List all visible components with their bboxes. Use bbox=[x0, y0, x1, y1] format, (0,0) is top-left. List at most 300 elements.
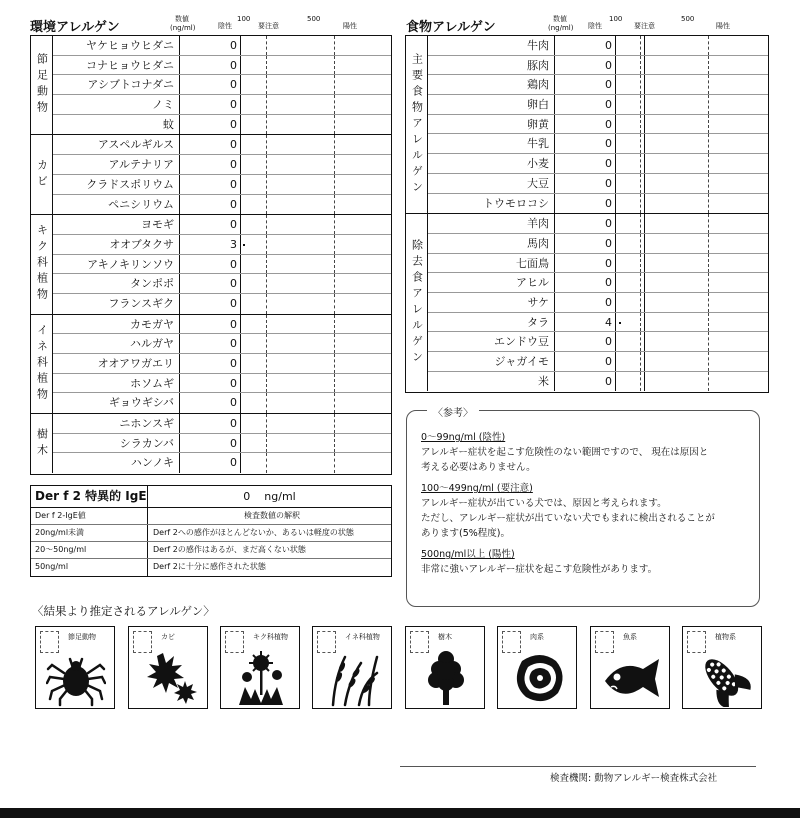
level-bar bbox=[241, 354, 391, 373]
threshold-line bbox=[644, 332, 645, 351]
threshold-line bbox=[640, 115, 641, 134]
threshold-line bbox=[266, 414, 267, 433]
allergen-row bbox=[428, 332, 768, 352]
allergen-value: 0 bbox=[555, 372, 616, 392]
env-hdr-100: 100 bbox=[237, 15, 251, 23]
allergen-row bbox=[428, 352, 768, 372]
allergen-value: 0 bbox=[180, 36, 241, 55]
allergen-row bbox=[428, 154, 768, 174]
allergen-name: ギョウギシバ bbox=[53, 393, 180, 413]
allergen-group bbox=[31, 135, 391, 215]
allergen-value: 0 bbox=[555, 332, 616, 351]
threshold-line bbox=[334, 235, 335, 254]
threshold-line bbox=[644, 115, 645, 134]
fish-icon bbox=[601, 647, 661, 707]
allergen-value: 0 bbox=[180, 393, 241, 413]
threshold-line bbox=[644, 214, 645, 233]
level-bar bbox=[616, 36, 768, 55]
threshold-line bbox=[708, 36, 709, 55]
reference-line: 非常に強いアレルギー症状を起こす危険性があります。 bbox=[421, 564, 658, 575]
allergen-value: 0 bbox=[555, 352, 616, 371]
threshold-line bbox=[644, 372, 645, 392]
allergen-value: 0 bbox=[555, 214, 616, 233]
allergen-row bbox=[53, 354, 391, 374]
allergen-name: ヨモギ bbox=[53, 215, 180, 234]
allergen-value: 0 bbox=[180, 215, 241, 234]
level-bar bbox=[241, 75, 391, 94]
estimate-card-meat bbox=[497, 626, 577, 709]
allergen-group bbox=[31, 215, 391, 314]
level-bar bbox=[616, 332, 768, 351]
allergen-name: オオアワガエリ bbox=[53, 354, 180, 373]
env-hdr-caution: 要注意 bbox=[258, 22, 279, 30]
allergen-name: アスペルギルス bbox=[53, 135, 180, 154]
allergen-value: 0 bbox=[555, 174, 616, 193]
threshold-line bbox=[644, 234, 645, 253]
threshold-line bbox=[640, 352, 641, 371]
threshold-line bbox=[334, 195, 335, 215]
allergen-name: 羊肉 bbox=[428, 214, 555, 233]
threshold-line bbox=[334, 155, 335, 174]
threshold-line bbox=[334, 414, 335, 433]
allergen-name: 馬肉 bbox=[428, 234, 555, 253]
reference-title: 〈参考〉 bbox=[427, 404, 479, 419]
threshold-line bbox=[644, 134, 645, 153]
group-category bbox=[31, 315, 53, 413]
allergen-row bbox=[53, 56, 391, 76]
allergen-value: 0 bbox=[180, 453, 241, 473]
estimate-card-fish bbox=[590, 626, 670, 709]
threshold-line bbox=[708, 332, 709, 351]
allergen-group bbox=[31, 36, 391, 135]
allergen-row bbox=[428, 134, 768, 154]
estimate-label: 肉系 bbox=[530, 633, 544, 641]
allergen-name: ヤケヒョウヒダニ bbox=[53, 36, 180, 55]
allergen-name: 鶏肉 bbox=[428, 75, 555, 94]
category-label: キク科植物 bbox=[35, 224, 49, 305]
threshold-line bbox=[708, 293, 709, 312]
category-label: 主要食物アレルゲン bbox=[410, 52, 424, 197]
level-bar bbox=[616, 234, 768, 253]
threshold-line bbox=[640, 332, 641, 351]
level-bar bbox=[241, 235, 391, 254]
threshold-line bbox=[266, 274, 267, 293]
allergen-row bbox=[53, 414, 391, 434]
allergen-name: フランスギク bbox=[53, 294, 180, 314]
threshold-line bbox=[708, 174, 709, 193]
level-bar bbox=[241, 453, 391, 473]
allergen-value: 0 bbox=[180, 414, 241, 433]
group-category bbox=[31, 135, 53, 214]
level-bar bbox=[616, 293, 768, 312]
derf2-desc: Derf 2の感作はあるが、まだ高くない状態 bbox=[153, 545, 306, 554]
allergen-group bbox=[406, 214, 768, 391]
threshold-line bbox=[708, 254, 709, 273]
allergen-value: 0 bbox=[555, 293, 616, 312]
allergen-name: ニホンスギ bbox=[53, 414, 180, 433]
threshold-line bbox=[334, 56, 335, 75]
level-bar bbox=[241, 294, 391, 314]
level-bar bbox=[241, 315, 391, 334]
env-hdr-value: 数値 bbox=[175, 15, 189, 23]
derf2-range: 50ng/ml bbox=[31, 559, 148, 576]
grass-icon bbox=[323, 647, 383, 707]
threshold-line bbox=[640, 293, 641, 312]
threshold-line bbox=[644, 75, 645, 94]
level-bar bbox=[616, 75, 768, 94]
derf2-col-header-row bbox=[31, 508, 391, 525]
reference-section bbox=[421, 548, 749, 577]
threshold-line bbox=[334, 334, 335, 353]
allergen-value: 4 bbox=[555, 313, 616, 332]
allergen-value: 0 bbox=[180, 274, 241, 293]
level-bar bbox=[616, 95, 768, 114]
allergen-name: 蚊 bbox=[53, 115, 180, 135]
threshold-line bbox=[644, 154, 645, 173]
threshold-line bbox=[708, 115, 709, 134]
allergen-name: タンポポ bbox=[53, 274, 180, 293]
allergen-value: 0 bbox=[555, 154, 616, 173]
level-bar bbox=[241, 274, 391, 293]
level-bar bbox=[616, 372, 768, 392]
allergen-value: 0 bbox=[555, 56, 616, 75]
level-bar bbox=[241, 334, 391, 353]
derf2-desc: Derf 2に十分に感作された状態 bbox=[153, 562, 266, 571]
derf2-col2-header: 検査数値の解釈 bbox=[244, 511, 300, 520]
allergen-value: 0 bbox=[555, 95, 616, 114]
threshold-line bbox=[640, 56, 641, 75]
allergen-value: 0 bbox=[180, 334, 241, 353]
threshold-line bbox=[266, 434, 267, 453]
derf2-row bbox=[31, 525, 391, 542]
threshold-line bbox=[708, 95, 709, 114]
threshold-line bbox=[266, 354, 267, 373]
allergen-name: シラカンバ bbox=[53, 434, 180, 453]
threshold-line bbox=[708, 352, 709, 371]
food-hdr-negative: 陰性 bbox=[588, 22, 602, 30]
bottom-bar bbox=[0, 808, 800, 818]
threshold-line bbox=[266, 95, 267, 114]
allergen-name: クラドスポリウム bbox=[53, 175, 180, 194]
reference-line: ただし、アレルギー症状が出ていない犬でもまれに検出されることが bbox=[421, 513, 715, 524]
dandelion-icon bbox=[231, 647, 291, 707]
level-bar bbox=[616, 154, 768, 173]
threshold-line bbox=[334, 453, 335, 473]
allergen-row bbox=[428, 254, 768, 274]
allergen-row bbox=[53, 195, 391, 215]
allergen-row bbox=[428, 36, 768, 56]
group-category bbox=[406, 36, 428, 213]
level-bar bbox=[616, 352, 768, 371]
allergen-name: オオブタクサ bbox=[53, 235, 180, 254]
threshold-line bbox=[708, 75, 709, 94]
threshold-line bbox=[266, 315, 267, 334]
allergen-name: サケ bbox=[428, 293, 555, 312]
allergen-value: 0 bbox=[180, 135, 241, 154]
env-hdr-negative: 陰性 bbox=[218, 22, 232, 30]
allergen-name: エンドウ豆 bbox=[428, 332, 555, 351]
food-hdr-positive: 陽性 bbox=[716, 22, 730, 30]
level-bar bbox=[241, 95, 391, 114]
allergen-row bbox=[428, 95, 768, 115]
derf2-table bbox=[30, 485, 392, 577]
food-hdr-100: 100 bbox=[609, 15, 623, 23]
allergen-row bbox=[53, 235, 391, 255]
allergen-row bbox=[53, 393, 391, 413]
allergen-row bbox=[53, 334, 391, 354]
tree-icon bbox=[416, 647, 476, 707]
level-bar bbox=[241, 414, 391, 433]
food-hdr-500: 500 bbox=[681, 15, 695, 23]
allergen-row bbox=[53, 95, 391, 115]
allergen-name: 七面鳥 bbox=[428, 254, 555, 273]
threshold-line bbox=[266, 115, 267, 135]
level-bar bbox=[241, 374, 391, 393]
category-label: カビ bbox=[35, 158, 49, 191]
allergen-row bbox=[428, 234, 768, 254]
threshold-line bbox=[640, 214, 641, 233]
mold-icon bbox=[139, 647, 199, 707]
threshold-line bbox=[708, 134, 709, 153]
threshold-line bbox=[334, 95, 335, 114]
allergen-row bbox=[53, 36, 391, 56]
allergen-name: 卵黄 bbox=[428, 115, 555, 134]
threshold-line bbox=[266, 453, 267, 473]
threshold-line bbox=[708, 194, 709, 214]
allergen-value: 0 bbox=[555, 75, 616, 94]
threshold-line bbox=[640, 154, 641, 173]
category-label: 節足動物 bbox=[35, 53, 49, 118]
allergen-name: 牛肉 bbox=[428, 36, 555, 55]
threshold-line bbox=[640, 254, 641, 273]
derf2-row bbox=[31, 559, 391, 576]
estimate-label: イネ科植物 bbox=[345, 633, 380, 641]
allergen-value: 0 bbox=[180, 255, 241, 274]
allergen-name: アシブトコナダニ bbox=[53, 75, 180, 94]
allergen-value: 0 bbox=[180, 75, 241, 94]
threshold-line bbox=[708, 372, 709, 392]
derf2-desc: Derf 2への感作がほとんどないか、あるいは軽度の状態 bbox=[153, 528, 354, 537]
allergen-value: 0 bbox=[180, 175, 241, 194]
allergen-value: 3 bbox=[180, 235, 241, 254]
level-bar bbox=[616, 313, 768, 332]
level-bar bbox=[241, 215, 391, 234]
level-bar bbox=[616, 273, 768, 292]
allergen-value: 0 bbox=[180, 56, 241, 75]
threshold-line bbox=[334, 434, 335, 453]
allergen-row bbox=[428, 214, 768, 234]
threshold-line bbox=[644, 313, 645, 332]
threshold-line bbox=[644, 56, 645, 75]
threshold-line bbox=[266, 374, 267, 393]
level-bar bbox=[241, 36, 391, 55]
derf2-value: 0 bbox=[243, 490, 251, 503]
threshold-line bbox=[644, 174, 645, 193]
threshold-line bbox=[708, 154, 709, 173]
reference-line: 考える必要はありません。 bbox=[421, 462, 536, 473]
allergen-name: ホソムギ bbox=[53, 374, 180, 393]
level-bar bbox=[241, 56, 391, 75]
corn-icon bbox=[693, 647, 753, 707]
level-mark bbox=[243, 244, 245, 246]
threshold-line bbox=[640, 134, 641, 153]
category-label: イネ科植物 bbox=[35, 323, 49, 404]
allergen-row bbox=[53, 453, 391, 473]
allergen-name: 豚肉 bbox=[428, 56, 555, 75]
threshold-line bbox=[708, 234, 709, 253]
estimate-label: 植物系 bbox=[715, 633, 736, 641]
threshold-line bbox=[266, 36, 267, 55]
allergen-row bbox=[53, 434, 391, 454]
allergen-group bbox=[406, 36, 768, 214]
threshold-line bbox=[266, 135, 267, 154]
allergen-value: 0 bbox=[180, 374, 241, 393]
threshold-line bbox=[640, 95, 641, 114]
threshold-line bbox=[644, 352, 645, 371]
derf2-range: 20ng/ml未満 bbox=[31, 525, 148, 541]
allergen-name: タラ bbox=[428, 313, 555, 332]
threshold-line bbox=[640, 234, 641, 253]
estimated-title: 〈結果より推定されるアレルゲン〉 bbox=[32, 604, 215, 618]
threshold-line bbox=[644, 293, 645, 312]
level-bar bbox=[241, 115, 391, 135]
reference-section bbox=[421, 482, 749, 541]
allergen-row bbox=[428, 115, 768, 135]
threshold-line bbox=[640, 313, 641, 332]
threshold-line bbox=[266, 393, 267, 413]
threshold-line bbox=[334, 354, 335, 373]
threshold-line bbox=[266, 175, 267, 194]
estimate-label: カビ bbox=[161, 633, 175, 641]
allergen-row bbox=[53, 215, 391, 235]
estimate-card-poaceae bbox=[312, 626, 392, 709]
threshold-line bbox=[334, 115, 335, 135]
allergen-row bbox=[428, 293, 768, 313]
env-title: 環境アレルゲン bbox=[30, 20, 120, 35]
allergen-name: アルテナリア bbox=[53, 155, 180, 174]
group-category bbox=[31, 36, 53, 134]
derf2-result bbox=[148, 486, 391, 507]
threshold-line bbox=[334, 315, 335, 334]
derf2-header bbox=[31, 486, 391, 508]
threshold-line bbox=[334, 175, 335, 194]
allergen-row bbox=[428, 174, 768, 194]
level-bar bbox=[616, 56, 768, 75]
threshold-line bbox=[644, 194, 645, 214]
food-hdr-value: 数値 bbox=[553, 15, 567, 23]
level-bar bbox=[241, 393, 391, 413]
derf2-col1-header: Der f 2-IgE値 bbox=[31, 508, 148, 524]
reference-line: アレルギー症状が出ている犬では、原因と考えられます。 bbox=[421, 498, 667, 509]
threshold-line bbox=[266, 294, 267, 314]
allergen-name: 牛乳 bbox=[428, 134, 555, 153]
level-bar bbox=[616, 214, 768, 233]
threshold-line bbox=[266, 75, 267, 94]
estimate-card-plant bbox=[682, 626, 762, 709]
level-bar bbox=[241, 255, 391, 274]
threshold-line bbox=[266, 215, 267, 234]
derf2-title: Der f 2 特異的 IgE bbox=[31, 486, 148, 507]
group-category bbox=[31, 414, 53, 473]
allergen-name: ペニシリウム bbox=[53, 195, 180, 215]
food-hdr-unit: (ng/ml) bbox=[548, 24, 574, 32]
threshold-line bbox=[640, 372, 641, 392]
allergen-name: 小麦 bbox=[428, 154, 555, 173]
allergen-value: 0 bbox=[180, 294, 241, 314]
env-hdr-500: 500 bbox=[307, 15, 321, 23]
threshold-line bbox=[640, 75, 641, 94]
threshold-line bbox=[266, 235, 267, 254]
allergen-row bbox=[53, 115, 391, 135]
threshold-line bbox=[334, 75, 335, 94]
threshold-line bbox=[334, 135, 335, 154]
threshold-line bbox=[640, 194, 641, 214]
allergen-row bbox=[53, 135, 391, 155]
allergen-name: ジャガイモ bbox=[428, 352, 555, 371]
threshold-line bbox=[266, 56, 267, 75]
allergen-value: 0 bbox=[180, 115, 241, 135]
allergen-row bbox=[428, 273, 768, 293]
category-label: 樹木 bbox=[35, 427, 49, 460]
reference-heading: 500ng/ml以上 (陽性) bbox=[421, 549, 515, 560]
group-category bbox=[31, 215, 53, 313]
allergen-row bbox=[53, 155, 391, 175]
allergen-value: 0 bbox=[180, 95, 241, 114]
allergen-value: 0 bbox=[180, 195, 241, 215]
food-hdr-caution: 要注意 bbox=[634, 22, 655, 30]
level-bar bbox=[241, 155, 391, 174]
threshold-line bbox=[708, 313, 709, 332]
allergen-value: 0 bbox=[555, 234, 616, 253]
category-label: 除去食アレルゲン bbox=[410, 238, 424, 367]
threshold-line bbox=[640, 174, 641, 193]
threshold-line bbox=[644, 95, 645, 114]
allergen-name: ハルガヤ bbox=[53, 334, 180, 353]
derf2-range: 20〜50ng/ml bbox=[31, 542, 148, 558]
level-bar bbox=[616, 194, 768, 214]
estimate-card-tree bbox=[405, 626, 485, 709]
threshold-line bbox=[334, 215, 335, 234]
allergen-row bbox=[53, 274, 391, 294]
threshold-line bbox=[334, 274, 335, 293]
level-bar bbox=[616, 254, 768, 273]
threshold-line bbox=[640, 273, 641, 292]
level-bar bbox=[241, 135, 391, 154]
threshold-line bbox=[266, 195, 267, 215]
level-mark bbox=[619, 322, 621, 324]
threshold-line bbox=[266, 155, 267, 174]
allergen-name: カモガヤ bbox=[53, 315, 180, 334]
allergen-row bbox=[428, 313, 768, 333]
allergen-value: 0 bbox=[555, 115, 616, 134]
threshold-line bbox=[640, 36, 641, 55]
allergen-name: 卵白 bbox=[428, 95, 555, 114]
allergen-value: 0 bbox=[180, 155, 241, 174]
threshold-line bbox=[708, 273, 709, 292]
threshold-line bbox=[334, 294, 335, 314]
allergen-value: 0 bbox=[180, 354, 241, 373]
env-hdr-positive: 陽性 bbox=[343, 22, 357, 30]
allergen-row bbox=[53, 175, 391, 195]
group-category bbox=[406, 214, 428, 391]
allergen-row bbox=[428, 194, 768, 214]
estimate-label: 樹木 bbox=[438, 633, 452, 641]
allergen-name: 米 bbox=[428, 372, 555, 392]
estimate-card-asteraceae bbox=[220, 626, 300, 709]
reference-heading: 0〜99ng/ml (陰性) bbox=[421, 432, 506, 443]
allergen-value: 0 bbox=[555, 254, 616, 273]
level-bar bbox=[616, 174, 768, 193]
